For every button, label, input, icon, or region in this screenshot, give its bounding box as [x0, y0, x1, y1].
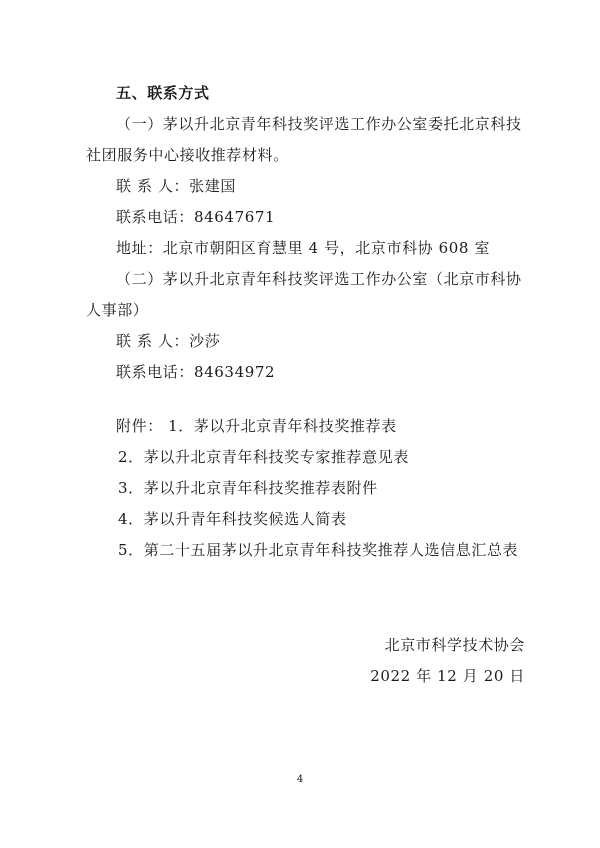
contact1-name: 联 系 人：张建国	[116, 177, 236, 195]
attachments-lead: 附件： 1．茅以升北京青年科技奖推荐表	[116, 417, 397, 435]
attachment-item: 4．茅以升青年科技奖候选人简表	[118, 510, 347, 528]
signature-date: 2022 年 12 月 20 日	[370, 667, 525, 685]
attachment-item: 5．第二十五届茅以升北京青年科技奖推荐人选信息汇总表	[118, 541, 519, 559]
item1-line2: 社团服务中心接收推荐材料。	[86, 146, 289, 164]
contact2-name: 联 系 人：沙莎	[116, 332, 221, 350]
contact1-address: 地址：北京市朝阳区育慧里 4 号，北京市科协 608 室	[116, 239, 491, 257]
attachment-item: 3．茅以升北京青年科技奖推荐表附件	[118, 479, 378, 497]
item2-line2: 人事部）	[86, 301, 149, 319]
item2-line1: （二）茅以升北京青年科技奖评选工作办公室（北京市科协	[116, 270, 522, 288]
signature-org: 北京市科学技术协会	[384, 636, 525, 654]
section-heading: 五、联系方式	[116, 84, 210, 102]
attachment-item: 2．茅以升北京青年科技奖专家推荐意见表	[118, 448, 409, 466]
page-number: 4	[296, 774, 304, 785]
item1-line1: （一）茅以升北京青年科技奖评选工作办公室委托北京科技	[116, 115, 522, 133]
contact2-phone: 联系电话：84634972	[116, 363, 276, 381]
contact1-phone: 联系电话：84647671	[116, 208, 276, 226]
